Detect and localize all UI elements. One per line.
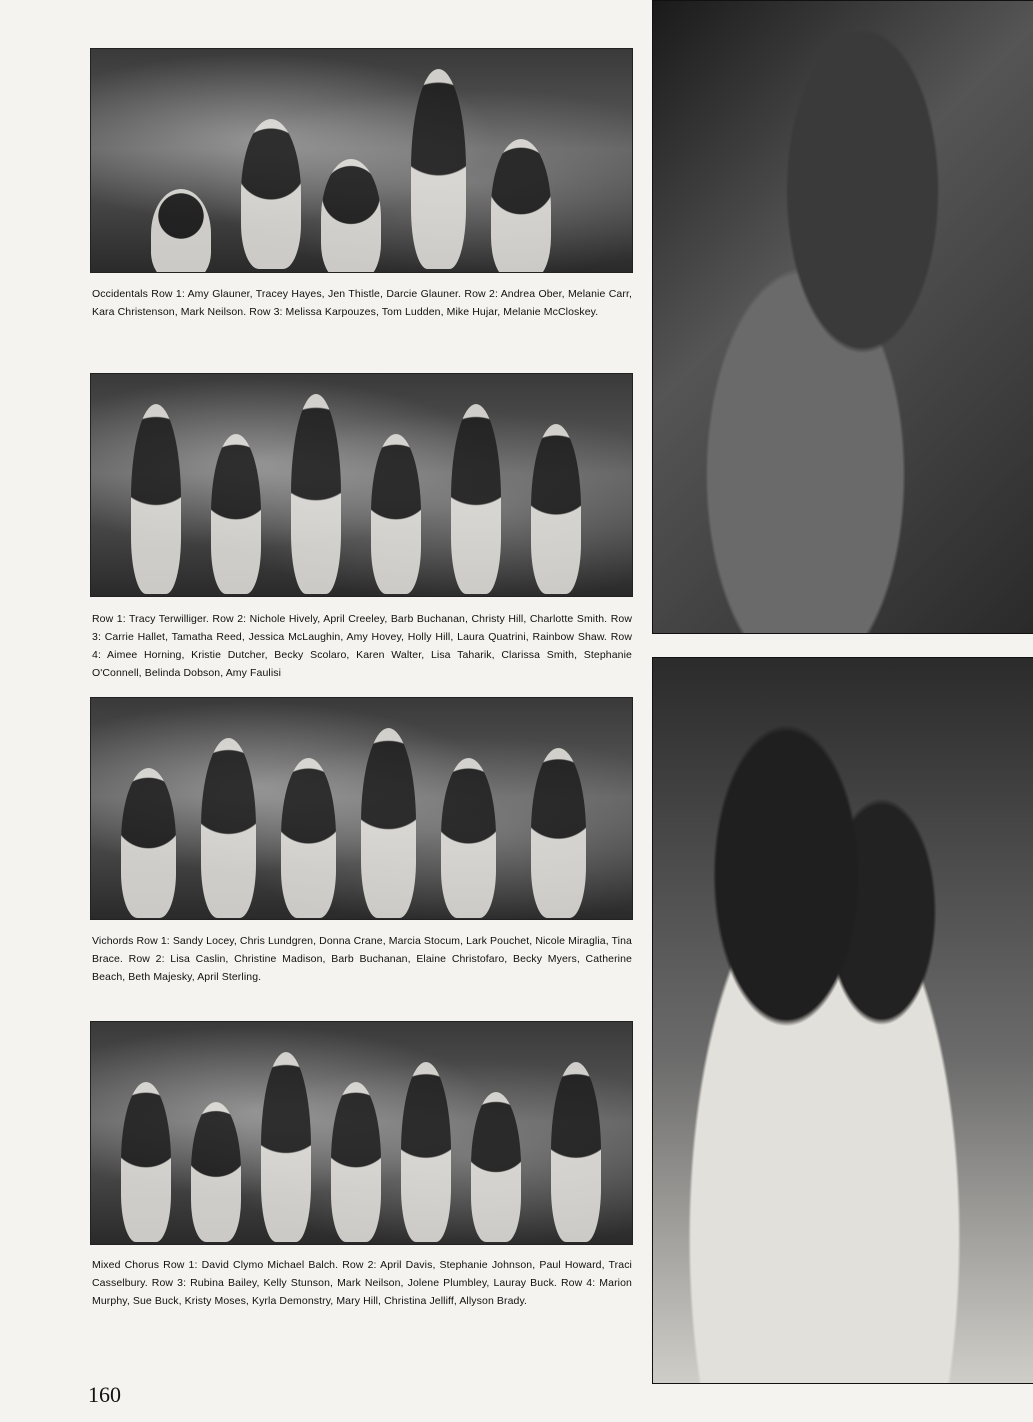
girls-chorus-photo xyxy=(90,373,633,597)
mixed-chorus-photo xyxy=(90,1021,633,1245)
occidentals-caption: Occidentals Row 1: Amy Glauner, Tracey Hayes, Jen Thistle, Darcie Glauner. Row 2: Andrea Ober, Melanie Carr, Kara Christenson, Mark Neilson. Row 3: Melissa Karpouzes, Tom Ludden, Mike Hujar, Melanie McCloskey. xyxy=(92,288,632,318)
page-number: 160 xyxy=(88,1382,121,1407)
occidentals-photo xyxy=(90,48,633,273)
girls-chorus-caption: Row 1: Tracy Terwilliger. Row 2: Nichole Hively, April Creeley, Barb Buchanan, Christy Hill, Charlotte Smith. Row 3: Carrie Hallet, Tamatha Reed, Jessica McLaughin, Amy Hovey, Holly Hill, Laura Quatrini, Rainbow Shaw. Row 4: Aimee Horning, Kristie Dutcher, Becky Scolaro, Karen Walter, Lisa Taharik, Clarissa Smith, Stephanie O'Connell, Belinda Dobson, Amy Faulisi xyxy=(92,613,632,679)
singers-performing-photo xyxy=(652,657,1033,1384)
mixed-chorus-caption: Mixed Chorus Row 1: David Clymo Michael Balch. Row 2: April Davis, Stephanie Johnson, Paul Howard, Traci Casselbury. Row 3: Rubina Bailey, Kelly Stunson, Mark Neilson, Jolene Plumbley, Lauray Buck. Row 4: Marion Murphy, Sue Buck, Kristy Moses, Kyrla Demonstry, Mary Hill, Christina Jelliff, Allyson Brady. xyxy=(92,1259,632,1307)
vichords-photo xyxy=(90,697,633,920)
vichords-caption: Vichords Row 1: Sandy Locey, Chris Lundgren, Donna Crane, Marcia Stocum, Lark Pouchet, Nicole Miraglia, Tina Brace. Row 2: Lisa Caslin, Christine Madison, Barb Buchanan, Elaine Christofaro, Becky Myers, Catherine Beach, Beth Majesky, April Sterling. xyxy=(92,935,632,983)
singer-closeup-photo xyxy=(652,0,1033,634)
